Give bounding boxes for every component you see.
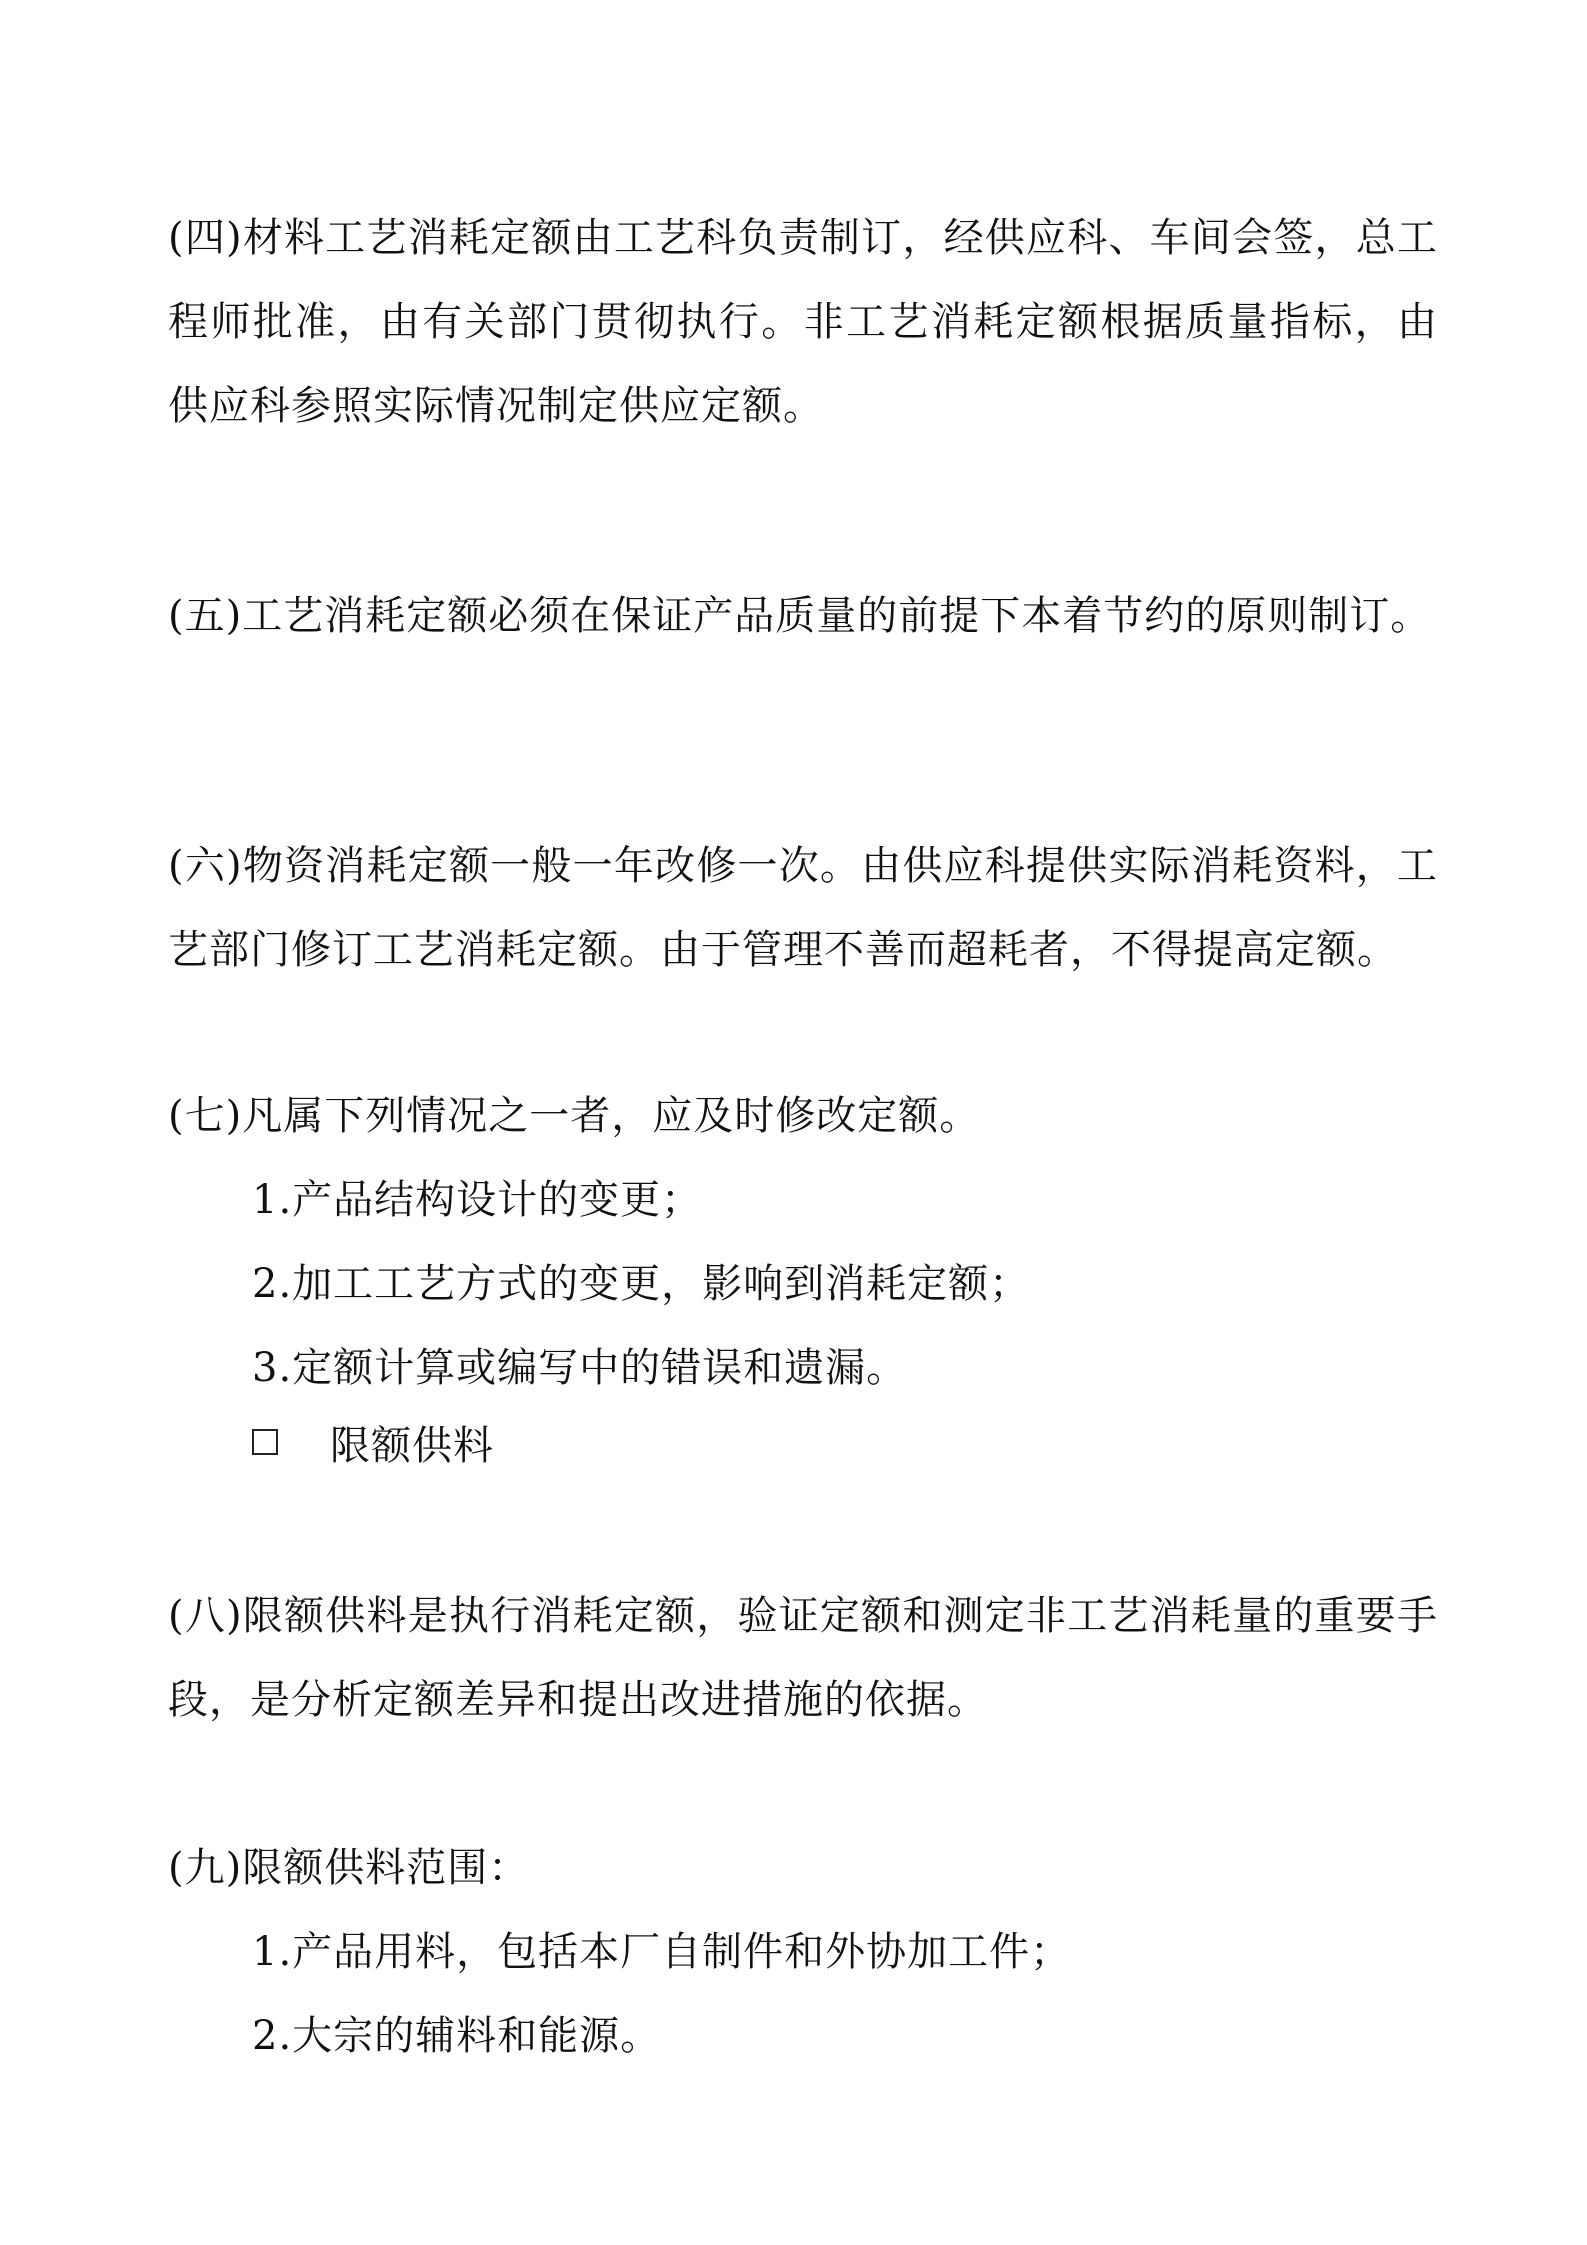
paragraph-seven: (七)凡属下列情况之一者，应及时修改定额。 — [168, 1093, 981, 1139]
paragraph-nine: (九)限额供料范围： — [168, 1845, 530, 1891]
paragraph-five: (五)工艺消耗定额必须在保证产品质量的前提下本着节约的原则制订。 — [168, 593, 1432, 639]
paragraph-four: (四)材料工艺消耗定额由工艺科负责制订，经供应科、车间会签，总工程师批准，由有关部门贯彻执行。非工艺消耗定额根据质量指标，由供应科参照实际情况制定供应定额。 — [168, 215, 1438, 429]
list-item-nine-1: 1.产品用料，包括本厂自制件和外协加工件； — [252, 1929, 1072, 1975]
checkbox-heading — [252, 1400, 494, 1484]
checkbox-icon[interactable] — [252, 1429, 278, 1455]
list-item-nine-2: 2.大宗的辅料和能源。 — [252, 2013, 662, 2059]
paragraph-eight: (八)限额供料是执行消耗定额，验证定额和测定非工艺消耗量的重要手段，是分析定额差异和提出改进措施的依据。 — [168, 1593, 1438, 1723]
list-item-seven-2: 2.加工工艺方式的变更，影响到消耗定额； — [252, 1261, 1031, 1307]
paragraph-six: (六)物资消耗定额一般一年改修一次。由供应科提供实际消耗资料，工艺部门修订工艺消耗定额。由于管理不善而超耗者，不得提高定额。 — [168, 843, 1438, 973]
list-item-seven-1: 1.产品结构设计的变更； — [252, 1177, 703, 1223]
list-item-seven-3: 3.定额计算或编写中的错误和遗漏。 — [252, 1345, 908, 1391]
checkbox-label: 限额供料 — [330, 1422, 494, 1469]
